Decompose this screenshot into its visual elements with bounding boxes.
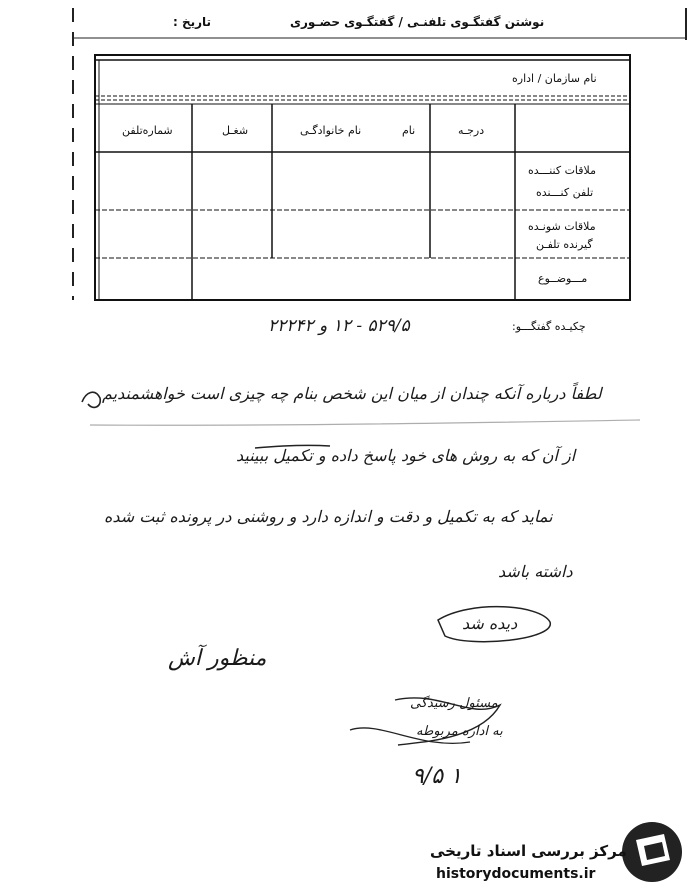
left-note: منظور آش: [168, 646, 267, 671]
col-family-name: نام خانوادگـی: [300, 124, 362, 137]
handwriting-line-3: نماید که به تکمیل و دقت و اندازه دارد و روشنی در پرونده ثبت شده: [104, 507, 553, 526]
watermark-title: مرکز بررسی اسناد تاریخی: [430, 842, 627, 860]
handwriting-line-1: لطفاً درباره آنکه چندان از میان این شخص بنام چه چیزی است خواهشمندیم: [102, 384, 602, 403]
col-occupation: شغـل: [222, 124, 249, 137]
col-phone: شماره‌تلفن: [122, 124, 173, 137]
summary-ref: ۵۲۹/۵ - ۱۲ و ۲۲۲۴۲: [268, 316, 410, 336]
archive-logo-icon: [622, 822, 682, 882]
date-label: تاریخ :: [173, 15, 212, 29]
handwriting-line-4: داشته باشد: [498, 562, 573, 581]
row-caller: تلفن کنـــنده: [536, 186, 594, 199]
signature-line-2: به اداره مربوطه: [416, 724, 503, 739]
row-receiver: گیرنده تلفـن: [536, 238, 593, 251]
org-label: نام سازمان / اداره: [512, 72, 597, 85]
signature-date: ۱ ۹/۵: [412, 764, 462, 789]
circled-note: دیده شد: [462, 614, 518, 633]
signature-line-1: مسئول رسیدگی: [410, 696, 498, 711]
col-name: نام: [402, 124, 416, 137]
handwriting-line-2: از آن که به روش های خود پاسخ داده و تکمیل ببینید: [236, 446, 576, 465]
row-visited: ملاقات شونـده: [528, 220, 596, 233]
summary-label: چکیـده گفتگـــو:: [512, 320, 586, 333]
col-rank: درجـه: [458, 124, 485, 137]
row-subject: مـــوضــوع: [538, 272, 588, 285]
form-title: نوشتن گفتگـوی تلفنـی / گفتگـوی حضـوری: [290, 15, 545, 29]
row-visitor: ملاقات کننـــده: [528, 164, 596, 177]
watermark-url: historydocuments.ir: [436, 866, 596, 882]
